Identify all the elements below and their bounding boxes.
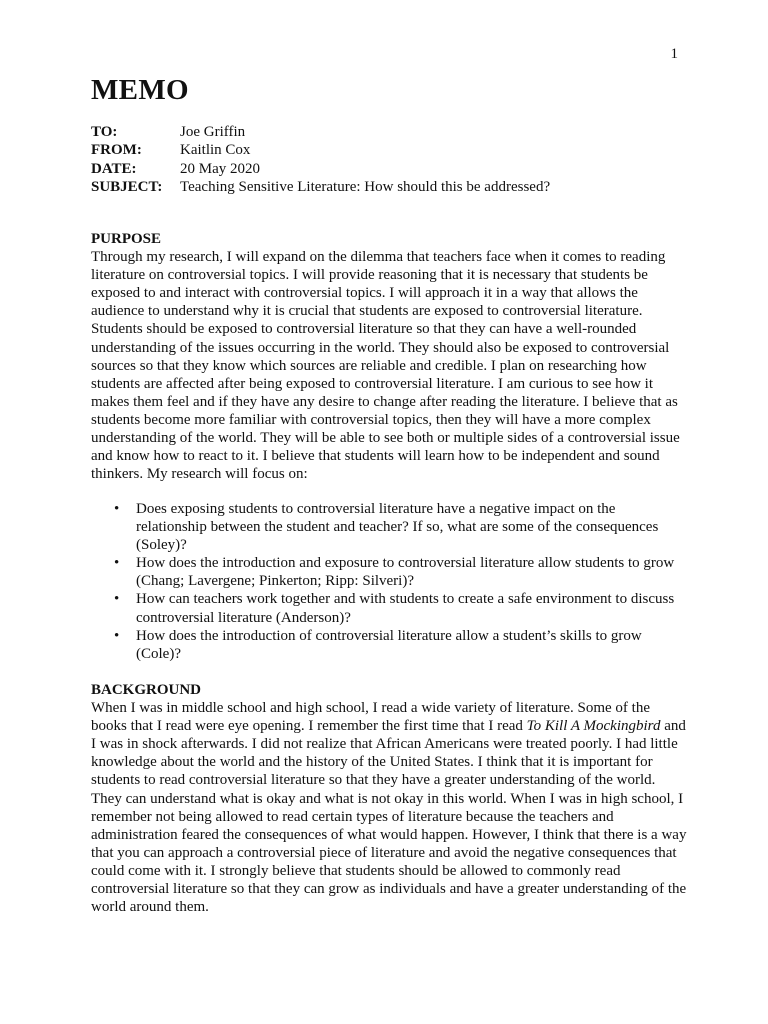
list-item bbox=[91, 590, 689, 626]
date-label: DATE: bbox=[91, 160, 137, 177]
list-item-text: How can teachers work together and with students to create a safe environment to discuss controversial literature (Anderson)? bbox=[136, 591, 675, 626]
purpose-heading: PURPOSE bbox=[91, 231, 162, 247]
background-paragraph bbox=[91, 699, 689, 916]
page-number: 1 bbox=[670, 46, 678, 62]
list-item-text: How does the introduction of controversial literature allow a student’s skills to grow (Cole)? bbox=[136, 627, 642, 662]
book-title: To Kill A Mockingbird bbox=[526, 718, 661, 735]
subject-row bbox=[91, 178, 550, 196]
to-value: Joe Griffin bbox=[180, 124, 246, 140]
list-item-text: How does the introduction and exposure to controversial literature allow students to grow (Chang; Lavergene; Pinkerton; Ripp: Silveri)? bbox=[136, 555, 675, 590]
purpose-section bbox=[91, 230, 689, 483]
memo-header bbox=[91, 123, 550, 197]
to-row bbox=[91, 123, 550, 141]
background-section bbox=[91, 681, 689, 916]
to-label: TO: bbox=[91, 124, 118, 140]
background-text-part2: and I was in shock afterwards. I did not realize that African Americans were treated poorly. I had little knowledge about the world and the history of the United States. I think that it is important for students to read controversial literature so that they have a greater understanding of the world. They can understand what is okay and what is not okay in this world. When I was in high school, I remember not being allowed to read certain types of literature because the teachers and administration feared the consequences of what would happen. However, I think that there is a way that you can approach a controversial piece of literature and avoid the negative consequences that could come with it. I strongly believe that students should be allowed to commonly read controversial literature so that they can grow as individuals and have a greater understanding of the world around them. bbox=[91, 718, 687, 916]
list-item bbox=[91, 627, 689, 663]
purpose-paragraph: Through my research, I will expand on the dilemma that teachers face when it comes to reading literature on controversial topics. I will provide reasoning that it is necessary that students be exposed to and interact with controversial topics. I will approach it in a way that allows the audience to understand why it is crucial that students are exposed to controversial literature. Students should be exposed to controversial literature so that they can have a well-rounded understanding of the issues occurring in the world. They should also be exposed to controversial sources so that they know which sources are reliable and credible. I plan on researching how students are affected after being exposed to controversial literature. I am curious to see how it makes them feel and if they have any desire to change after reading the literature. I believe that as students become more familiar with controversial topics, then they will have a more complex understanding of the world. They will be able to see both or multiple sides of a controversial issue and know how to react to it. I believe that students will learn how to be independent and sound thinkers. My research will focus on: bbox=[91, 249, 680, 483]
background-heading: BACKGROUND bbox=[91, 682, 202, 698]
memo-title: MEMO bbox=[91, 74, 189, 106]
list-item bbox=[91, 554, 689, 590]
bullet-icon: • bbox=[114, 591, 120, 608]
list-item-text: Does exposing students to controversial literature have a negative impact on the relationship between the student and teacher? If so, what are some of the consequences (Soley)? bbox=[136, 501, 659, 554]
research-questions-list bbox=[91, 500, 689, 663]
date-row bbox=[91, 160, 550, 178]
from-label: FROM: bbox=[91, 142, 142, 159]
from-row bbox=[91, 141, 550, 159]
subject-value: Teaching Sensitive Literature: How should this be addressed? bbox=[180, 179, 551, 196]
bullet-icon: • bbox=[114, 555, 120, 572]
subject-label: SUBJECT: bbox=[91, 179, 163, 196]
bullet-icon: • bbox=[114, 501, 120, 517]
date-value: 20 May 2020 bbox=[180, 160, 260, 177]
list-item bbox=[91, 500, 689, 554]
from-value: Kaitlin Cox bbox=[180, 142, 251, 159]
background-text-part1: When I was in middle school and high school, I read a wide variety of literature. Some of the books that I read were eye opening. I remember the first time that I read bbox=[91, 700, 650, 735]
bullet-icon: • bbox=[114, 627, 120, 644]
